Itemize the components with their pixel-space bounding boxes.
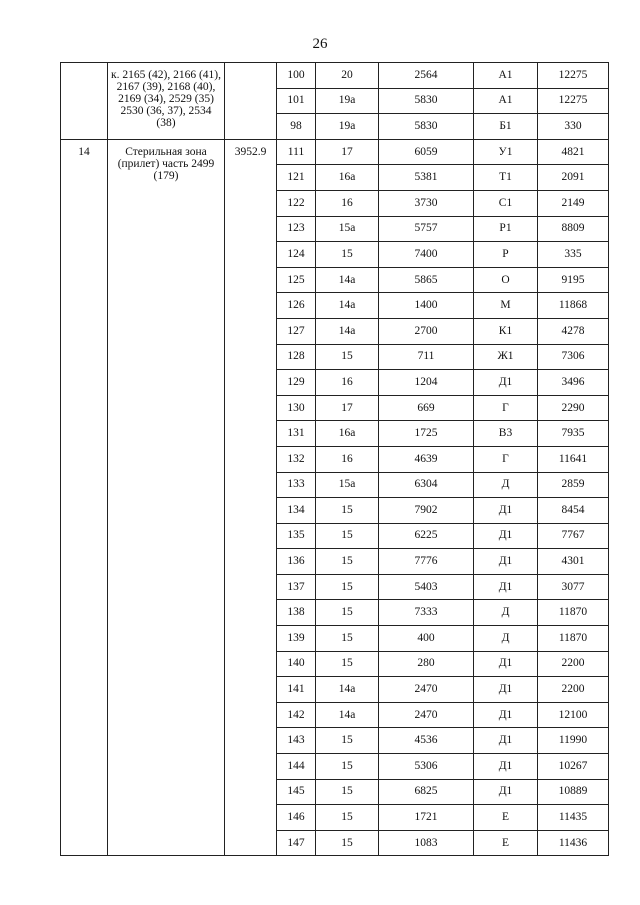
point-number-cell: 100 bbox=[277, 63, 316, 89]
point-number-cell: 111 bbox=[277, 139, 316, 165]
section-cell: 19а bbox=[316, 88, 379, 114]
axis-cell: Д1 bbox=[474, 754, 538, 780]
point-number-cell: 101 bbox=[277, 88, 316, 114]
value-cell: 11868 bbox=[538, 293, 609, 319]
section-cell: 15 bbox=[316, 549, 379, 575]
value-cell: 330 bbox=[538, 114, 609, 140]
length-cell: 6825 bbox=[379, 779, 474, 805]
point-number-cell: 126 bbox=[277, 293, 316, 319]
point-number-cell: 141 bbox=[277, 677, 316, 703]
axis-cell: Д1 bbox=[474, 677, 538, 703]
axis-cell: Д1 bbox=[474, 549, 538, 575]
length-cell: 2700 bbox=[379, 318, 474, 344]
value-cell: 10267 bbox=[538, 754, 609, 780]
length-cell: 1721 bbox=[379, 805, 474, 831]
point-number-cell: 135 bbox=[277, 523, 316, 549]
value-cell: 8809 bbox=[538, 216, 609, 242]
axis-cell: Д bbox=[474, 600, 538, 626]
point-number-cell: 146 bbox=[277, 805, 316, 831]
length-cell: 6304 bbox=[379, 472, 474, 498]
value-cell: 2149 bbox=[538, 190, 609, 216]
section-cell: 15 bbox=[316, 600, 379, 626]
section-cell: 15 bbox=[316, 523, 379, 549]
value-cell: 11870 bbox=[538, 600, 609, 626]
length-cell: 711 bbox=[379, 344, 474, 370]
table-row bbox=[61, 63, 609, 89]
length-cell: 5381 bbox=[379, 165, 474, 191]
axis-cell: М bbox=[474, 293, 538, 319]
section-cell: 15 bbox=[316, 754, 379, 780]
length-cell: 280 bbox=[379, 651, 474, 677]
axis-cell: Д1 bbox=[474, 651, 538, 677]
value-cell: 12275 bbox=[538, 63, 609, 89]
value-cell: 12275 bbox=[538, 88, 609, 114]
axis-cell: Т1 bbox=[474, 165, 538, 191]
section-cell: 16а bbox=[316, 421, 379, 447]
length-cell: 5865 bbox=[379, 267, 474, 293]
length-cell: 2470 bbox=[379, 677, 474, 703]
section-cell: 14а bbox=[316, 318, 379, 344]
axis-cell: Е bbox=[474, 830, 538, 856]
point-number-cell: 134 bbox=[277, 498, 316, 524]
length-cell: 5306 bbox=[379, 754, 474, 780]
section-cell: 17 bbox=[316, 395, 379, 421]
point-number-cell: 137 bbox=[277, 574, 316, 600]
length-cell: 5757 bbox=[379, 216, 474, 242]
point-number-cell: 144 bbox=[277, 754, 316, 780]
section-cell: 15 bbox=[316, 344, 379, 370]
section-cell: 15 bbox=[316, 830, 379, 856]
section-cell: 15 bbox=[316, 728, 379, 754]
point-number-cell: 133 bbox=[277, 472, 316, 498]
length-cell: 5830 bbox=[379, 114, 474, 140]
page-number: 26 bbox=[312, 36, 328, 52]
point-number-cell: 98 bbox=[277, 114, 316, 140]
length-cell: 3730 bbox=[379, 190, 474, 216]
value-cell: 335 bbox=[538, 242, 609, 268]
section-cell: 15 bbox=[316, 779, 379, 805]
value-cell: 3077 bbox=[538, 574, 609, 600]
length-cell: 1400 bbox=[379, 293, 474, 319]
point-number-cell: 136 bbox=[277, 549, 316, 575]
value-cell: 11435 bbox=[538, 805, 609, 831]
data-table bbox=[60, 62, 609, 856]
length-cell: 669 bbox=[379, 395, 474, 421]
length-cell: 7333 bbox=[379, 600, 474, 626]
length-cell: 7776 bbox=[379, 549, 474, 575]
point-number-cell: 139 bbox=[277, 626, 316, 652]
point-number-cell: 128 bbox=[277, 344, 316, 370]
length-cell: 5403 bbox=[379, 574, 474, 600]
section-cell: 15 bbox=[316, 498, 379, 524]
point-number-cell: 147 bbox=[277, 830, 316, 856]
value-cell: 2859 bbox=[538, 472, 609, 498]
axis-cell: Д1 bbox=[474, 574, 538, 600]
value-cell: 11641 bbox=[538, 446, 609, 472]
value-cell: 7306 bbox=[538, 344, 609, 370]
point-number-cell: 132 bbox=[277, 446, 316, 472]
length-cell: 1204 bbox=[379, 370, 474, 396]
value-cell: 8454 bbox=[538, 498, 609, 524]
section-cell: 15а bbox=[316, 216, 379, 242]
value-cell: 4821 bbox=[538, 139, 609, 165]
point-number-cell: 127 bbox=[277, 318, 316, 344]
axis-cell: Д bbox=[474, 626, 538, 652]
section-cell: 15 bbox=[316, 574, 379, 600]
point-number-cell: 122 bbox=[277, 190, 316, 216]
axis-cell: Д1 bbox=[474, 728, 538, 754]
axis-cell: Г bbox=[474, 446, 538, 472]
point-number-cell: 129 bbox=[277, 370, 316, 396]
point-number-cell: 121 bbox=[277, 165, 316, 191]
axis-cell: Д bbox=[474, 472, 538, 498]
value-cell: 3496 bbox=[538, 370, 609, 396]
value-cell: 4278 bbox=[538, 318, 609, 344]
value-cell: 11990 bbox=[538, 728, 609, 754]
point-number-cell: 140 bbox=[277, 651, 316, 677]
value-cell: 7767 bbox=[538, 523, 609, 549]
length-cell: 7902 bbox=[379, 498, 474, 524]
length-cell: 1083 bbox=[379, 830, 474, 856]
length-cell: 7400 bbox=[379, 242, 474, 268]
length-cell: 6059 bbox=[379, 139, 474, 165]
table-body bbox=[61, 63, 609, 856]
value-cell: 11436 bbox=[538, 830, 609, 856]
group-number-cell: 14 bbox=[61, 139, 108, 856]
value-cell: 11870 bbox=[538, 626, 609, 652]
section-cell: 14а bbox=[316, 677, 379, 703]
value-cell: 2290 bbox=[538, 395, 609, 421]
point-number-cell: 124 bbox=[277, 242, 316, 268]
point-number-cell: 142 bbox=[277, 702, 316, 728]
group-number-cell bbox=[61, 63, 108, 140]
table-row bbox=[61, 139, 609, 165]
section-cell: 15 bbox=[316, 626, 379, 652]
group-area-cell: 3952.9 bbox=[225, 139, 277, 856]
length-cell: 2564 bbox=[379, 63, 474, 89]
point-number-cell: 145 bbox=[277, 779, 316, 805]
axis-cell: А1 bbox=[474, 63, 538, 89]
axis-cell: Д1 bbox=[474, 523, 538, 549]
section-cell: 19а bbox=[316, 114, 379, 140]
section-cell: 15 bbox=[316, 651, 379, 677]
length-cell: 6225 bbox=[379, 523, 474, 549]
axis-cell: Д1 bbox=[474, 370, 538, 396]
section-cell: 17 bbox=[316, 139, 379, 165]
point-number-cell: 138 bbox=[277, 600, 316, 626]
value-cell: 2200 bbox=[538, 677, 609, 703]
axis-cell: Г bbox=[474, 395, 538, 421]
section-cell: 16 bbox=[316, 370, 379, 396]
axis-cell: С1 bbox=[474, 190, 538, 216]
section-cell: 15 bbox=[316, 242, 379, 268]
axis-cell: Д1 bbox=[474, 498, 538, 524]
point-number-cell: 131 bbox=[277, 421, 316, 447]
section-cell: 14а bbox=[316, 293, 379, 319]
point-number-cell: 130 bbox=[277, 395, 316, 421]
section-cell: 16 bbox=[316, 190, 379, 216]
value-cell: 12100 bbox=[538, 702, 609, 728]
length-cell: 2470 bbox=[379, 702, 474, 728]
axis-cell: Д1 bbox=[474, 702, 538, 728]
value-cell: 7935 bbox=[538, 421, 609, 447]
group-area-cell bbox=[225, 63, 277, 140]
section-cell: 14а bbox=[316, 267, 379, 293]
axis-cell: А1 bbox=[474, 88, 538, 114]
axis-cell: О bbox=[474, 267, 538, 293]
axis-cell: Б1 bbox=[474, 114, 538, 140]
section-cell: 14а bbox=[316, 702, 379, 728]
axis-cell: В3 bbox=[474, 421, 538, 447]
value-cell: 10889 bbox=[538, 779, 609, 805]
group-description-cell: к. 2165 (42), 2166 (41), 2167 (39), 2168 (40), 2169 (34), 2529 (35) 2530 (36, 37), 2534 (38) bbox=[108, 63, 225, 140]
axis-cell: У1 bbox=[474, 139, 538, 165]
length-cell: 4639 bbox=[379, 446, 474, 472]
axis-cell: К1 bbox=[474, 318, 538, 344]
length-cell: 5830 bbox=[379, 88, 474, 114]
axis-cell: Е bbox=[474, 805, 538, 831]
length-cell: 1725 bbox=[379, 421, 474, 447]
group-description-cell: Стерильная зона (прилет) часть 2499 (179) bbox=[108, 139, 225, 856]
length-cell: 4536 bbox=[379, 728, 474, 754]
axis-cell: Р bbox=[474, 242, 538, 268]
axis-cell: Д1 bbox=[474, 779, 538, 805]
point-number-cell: 125 bbox=[277, 267, 316, 293]
section-cell: 16 bbox=[316, 446, 379, 472]
value-cell: 2091 bbox=[538, 165, 609, 191]
value-cell: 9195 bbox=[538, 267, 609, 293]
section-cell: 16а bbox=[316, 165, 379, 191]
section-cell: 15 bbox=[316, 805, 379, 831]
axis-cell: Ж1 bbox=[474, 344, 538, 370]
value-cell: 4301 bbox=[538, 549, 609, 575]
axis-cell: Р1 bbox=[474, 216, 538, 242]
value-cell: 2200 bbox=[538, 651, 609, 677]
point-number-cell: 143 bbox=[277, 728, 316, 754]
section-cell: 20 bbox=[316, 63, 379, 89]
length-cell: 400 bbox=[379, 626, 474, 652]
point-number-cell: 123 bbox=[277, 216, 316, 242]
section-cell: 15а bbox=[316, 472, 379, 498]
